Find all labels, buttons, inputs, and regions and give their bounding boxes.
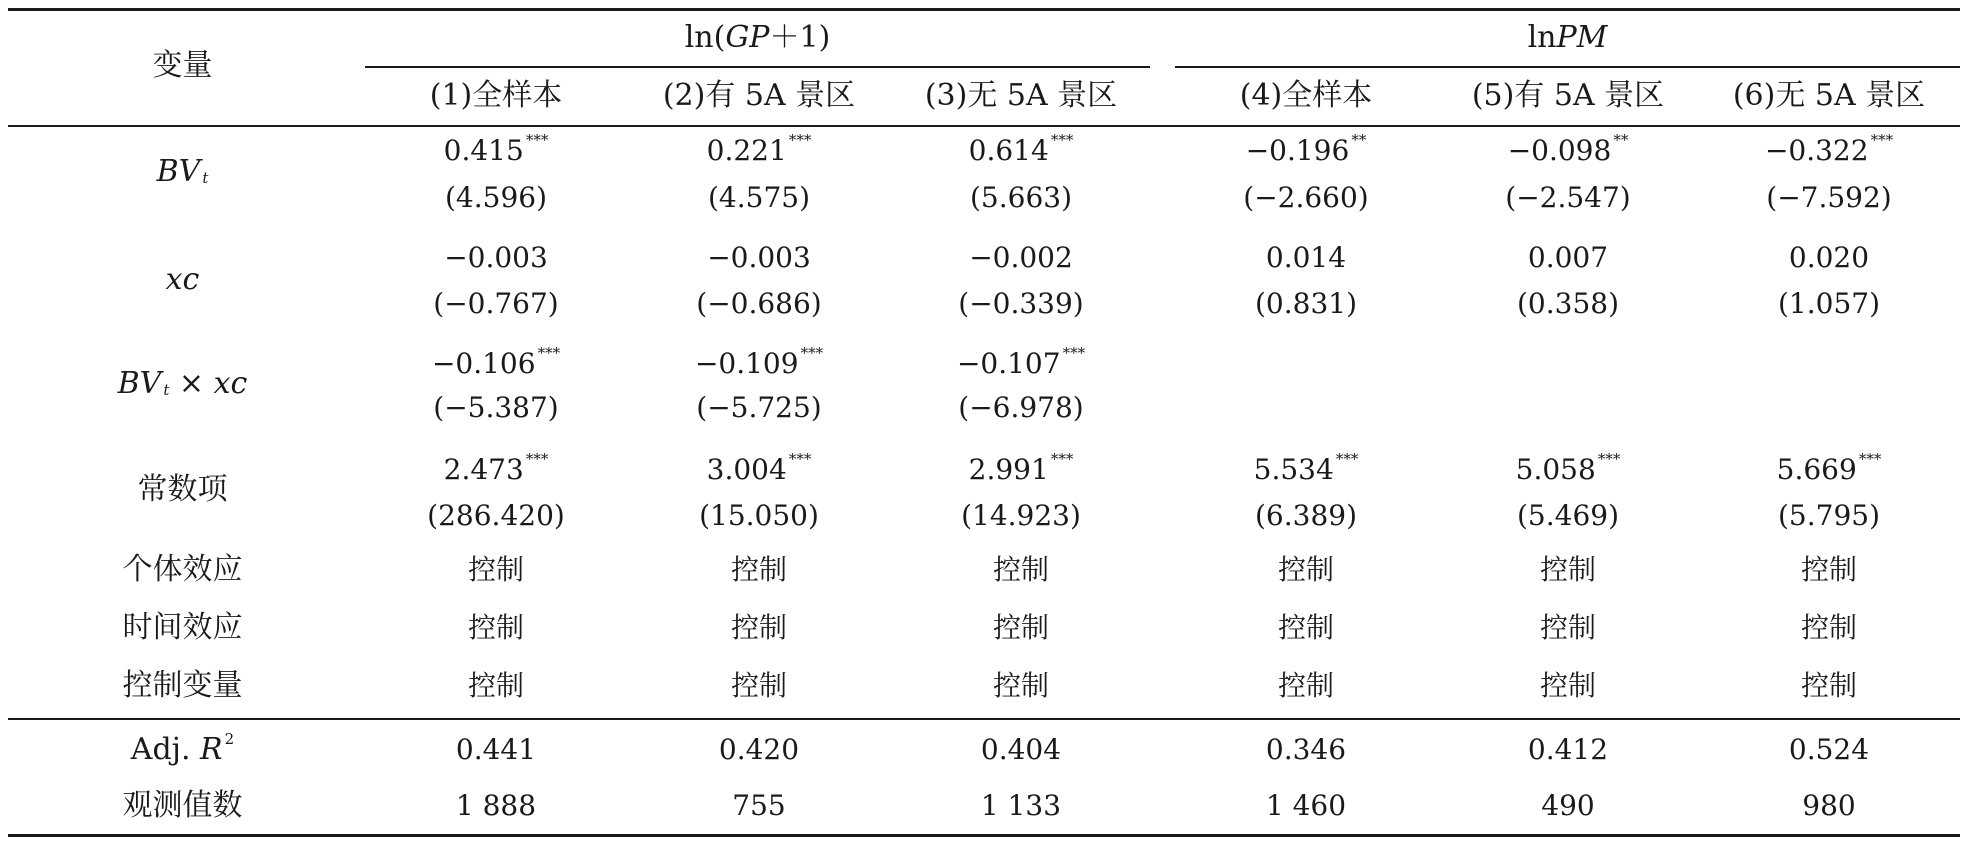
time-value: 控制 <box>1800 611 1857 644</box>
coef-cell <box>1175 241 1437 274</box>
significance-stars: *** <box>800 344 824 362</box>
coef-cell <box>1175 131 1437 167</box>
individual-value: 控制 <box>730 553 787 586</box>
controls-value: 控制 <box>730 669 787 702</box>
individual-value: 控制 <box>1539 553 1596 586</box>
coef-cell <box>365 344 627 380</box>
coef-value: 5.669 <box>1776 453 1857 486</box>
t-stat-cell: (−5.725) <box>696 391 822 424</box>
adjr2-value: 0.524 <box>1788 733 1870 766</box>
controls-value: 控制 <box>992 669 1049 702</box>
row-label-controls: 控制变量 <box>122 668 243 703</box>
coef-cell <box>890 450 1152 486</box>
significance-stars: ** <box>1351 131 1367 149</box>
significance-stars: *** <box>788 450 812 468</box>
t-stat-cell: (4.575) <box>707 181 810 214</box>
coef-value: −0.002 <box>969 241 1073 274</box>
coef-value: 0.014 <box>1265 241 1347 274</box>
controls-value: 控制 <box>1539 669 1596 702</box>
t-stat-cell: (−7.592) <box>1766 181 1892 214</box>
coef-value: −0.196 <box>1245 134 1350 167</box>
n-value: 490 <box>1541 789 1595 822</box>
coef-cell <box>628 450 890 486</box>
controls-value: 控制 <box>1277 669 1334 702</box>
row-label-bv: BV $_t$ <box>156 154 209 189</box>
coef-cell <box>1437 450 1699 486</box>
adjr2-value: 0.346 <box>1265 733 1347 766</box>
time-value: 控制 <box>730 611 787 644</box>
coef-value: −0.003 <box>707 241 811 274</box>
coef-value: 5.534 <box>1253 453 1334 486</box>
coef-cell <box>1437 241 1699 274</box>
group2-header: lnPM <box>1527 20 1608 55</box>
row-label-time: 时间效应 <box>122 610 243 645</box>
coef-value: −0.107 <box>956 347 1061 380</box>
significance-stars: *** <box>1335 450 1359 468</box>
time-value: 控制 <box>992 611 1049 644</box>
significance-stars: *** <box>537 344 561 362</box>
coef-value: −0.003 <box>444 241 548 274</box>
coef-cell <box>628 241 890 274</box>
n-value: 755 <box>732 789 786 822</box>
significance-stars: *** <box>1062 344 1086 362</box>
t-stat-cell: (4.596) <box>444 181 547 214</box>
significance-stars: *** <box>1597 450 1621 468</box>
coef-value: 2.991 <box>968 453 1049 486</box>
column-header: (2)有 5A 景区 <box>662 78 856 113</box>
individual-value: 控制 <box>1277 553 1334 586</box>
coef-cell <box>628 131 890 167</box>
t-stat-cell: (0.358) <box>1516 287 1619 320</box>
coef-value: −0.106 <box>431 347 536 380</box>
significance-stars: *** <box>788 131 812 149</box>
t-stat-cell: (−2.660) <box>1243 181 1369 214</box>
row-label-xc: xc <box>165 262 200 297</box>
coef-cell <box>890 131 1152 167</box>
group1-header: ln(GP＋1) <box>684 20 831 55</box>
coef-cell <box>1175 450 1437 486</box>
coef-cell <box>365 241 627 274</box>
n-value: 1 460 <box>1265 789 1347 822</box>
significance-stars: *** <box>525 131 549 149</box>
controls-value: 控制 <box>1800 669 1857 702</box>
row-label-interaction: BV $_t$ × xc <box>117 366 248 401</box>
time-value: 控制 <box>1277 611 1334 644</box>
column-header: (6)无 5A 景区 <box>1732 78 1926 113</box>
adjr2-value: 0.420 <box>718 733 800 766</box>
coef-cell <box>365 131 627 167</box>
coef-value: 0.020 <box>1788 241 1870 274</box>
coef-value: 5.058 <box>1515 453 1596 486</box>
t-stat-cell: (6.389) <box>1254 499 1357 532</box>
coef-value: −0.109 <box>694 347 799 380</box>
bottom-rule <box>8 834 1960 837</box>
n-value: 1 888 <box>455 789 537 822</box>
coef-cell <box>890 241 1152 274</box>
t-stat-cell: (5.469) <box>1516 499 1619 532</box>
t-stat-cell: (−2.547) <box>1505 181 1631 214</box>
t-stat-cell: (0.831) <box>1254 287 1357 320</box>
group1-rule <box>365 66 1150 68</box>
time-value: 控制 <box>1539 611 1596 644</box>
time-value: 控制 <box>467 611 524 644</box>
header-rule <box>8 125 1960 127</box>
column-header: (3)无 5A 景区 <box>924 78 1118 113</box>
coef-cell <box>1437 131 1699 167</box>
t-stat-cell: (5.795) <box>1777 499 1880 532</box>
row-label-const: 常数项 <box>137 472 228 507</box>
n-value: 1 133 <box>980 789 1062 822</box>
significance-stars: *** <box>525 450 549 468</box>
t-stat-cell: (−0.339) <box>958 287 1084 320</box>
adjr2-value: 0.404 <box>980 733 1062 766</box>
row-label-adjr2: Adj. R $^2$ <box>130 730 235 767</box>
coef-cell <box>628 344 890 380</box>
significance-stars: *** <box>1858 450 1882 468</box>
adjr2-value: 0.412 <box>1527 733 1609 766</box>
coef-cell <box>890 344 1152 380</box>
t-stat-cell: (−6.978) <box>958 391 1084 424</box>
t-stat-cell: (−5.387) <box>433 391 559 424</box>
individual-value: 控制 <box>992 553 1049 586</box>
coef-value: −0.322 <box>1764 134 1869 167</box>
coef-cell <box>1698 241 1960 274</box>
coef-value: 3.004 <box>706 453 787 486</box>
significance-stars: *** <box>1050 450 1074 468</box>
t-stat-cell: (1.057) <box>1777 287 1880 320</box>
row-label-n: 观测值数 <box>122 788 243 823</box>
row-label-individual: 个体效应 <box>122 552 243 587</box>
var-header: 变量 <box>152 48 213 83</box>
t-stat-cell: (14.923) <box>961 499 1081 532</box>
significance-stars: ** <box>1613 131 1629 149</box>
t-stat-cell: (286.420) <box>427 499 565 532</box>
n-value: 980 <box>1802 789 1856 822</box>
significance-stars: *** <box>1870 131 1894 149</box>
t-stat-cell: (5.663) <box>969 181 1072 214</box>
coef-value: 0.221 <box>706 134 787 167</box>
controls-value: 控制 <box>467 669 524 702</box>
group2-rule <box>1175 66 1960 68</box>
coef-value: 0.614 <box>968 134 1049 167</box>
significance-stars: *** <box>1050 131 1074 149</box>
top-rule <box>8 8 1960 11</box>
mid-rule <box>8 718 1960 720</box>
coef-cell <box>1698 131 1960 167</box>
t-stat-cell: (−0.767) <box>433 287 559 320</box>
coef-cell <box>1698 450 1960 486</box>
coef-cell <box>365 450 627 486</box>
t-stat-cell: (−0.686) <box>696 287 822 320</box>
adjr2-value: 0.441 <box>455 733 537 766</box>
coef-value: 2.473 <box>443 453 524 486</box>
coef-value: −0.098 <box>1507 134 1612 167</box>
t-stat-cell: (15.050) <box>699 499 819 532</box>
individual-value: 控制 <box>1800 553 1857 586</box>
individual-value: 控制 <box>467 553 524 586</box>
column-header: (4)全样本 <box>1239 78 1373 113</box>
coef-value: 0.415 <box>443 134 524 167</box>
column-header: (1)全样本 <box>429 78 563 113</box>
column-header: (5)有 5A 景区 <box>1471 78 1665 113</box>
coef-value: 0.007 <box>1527 241 1609 274</box>
